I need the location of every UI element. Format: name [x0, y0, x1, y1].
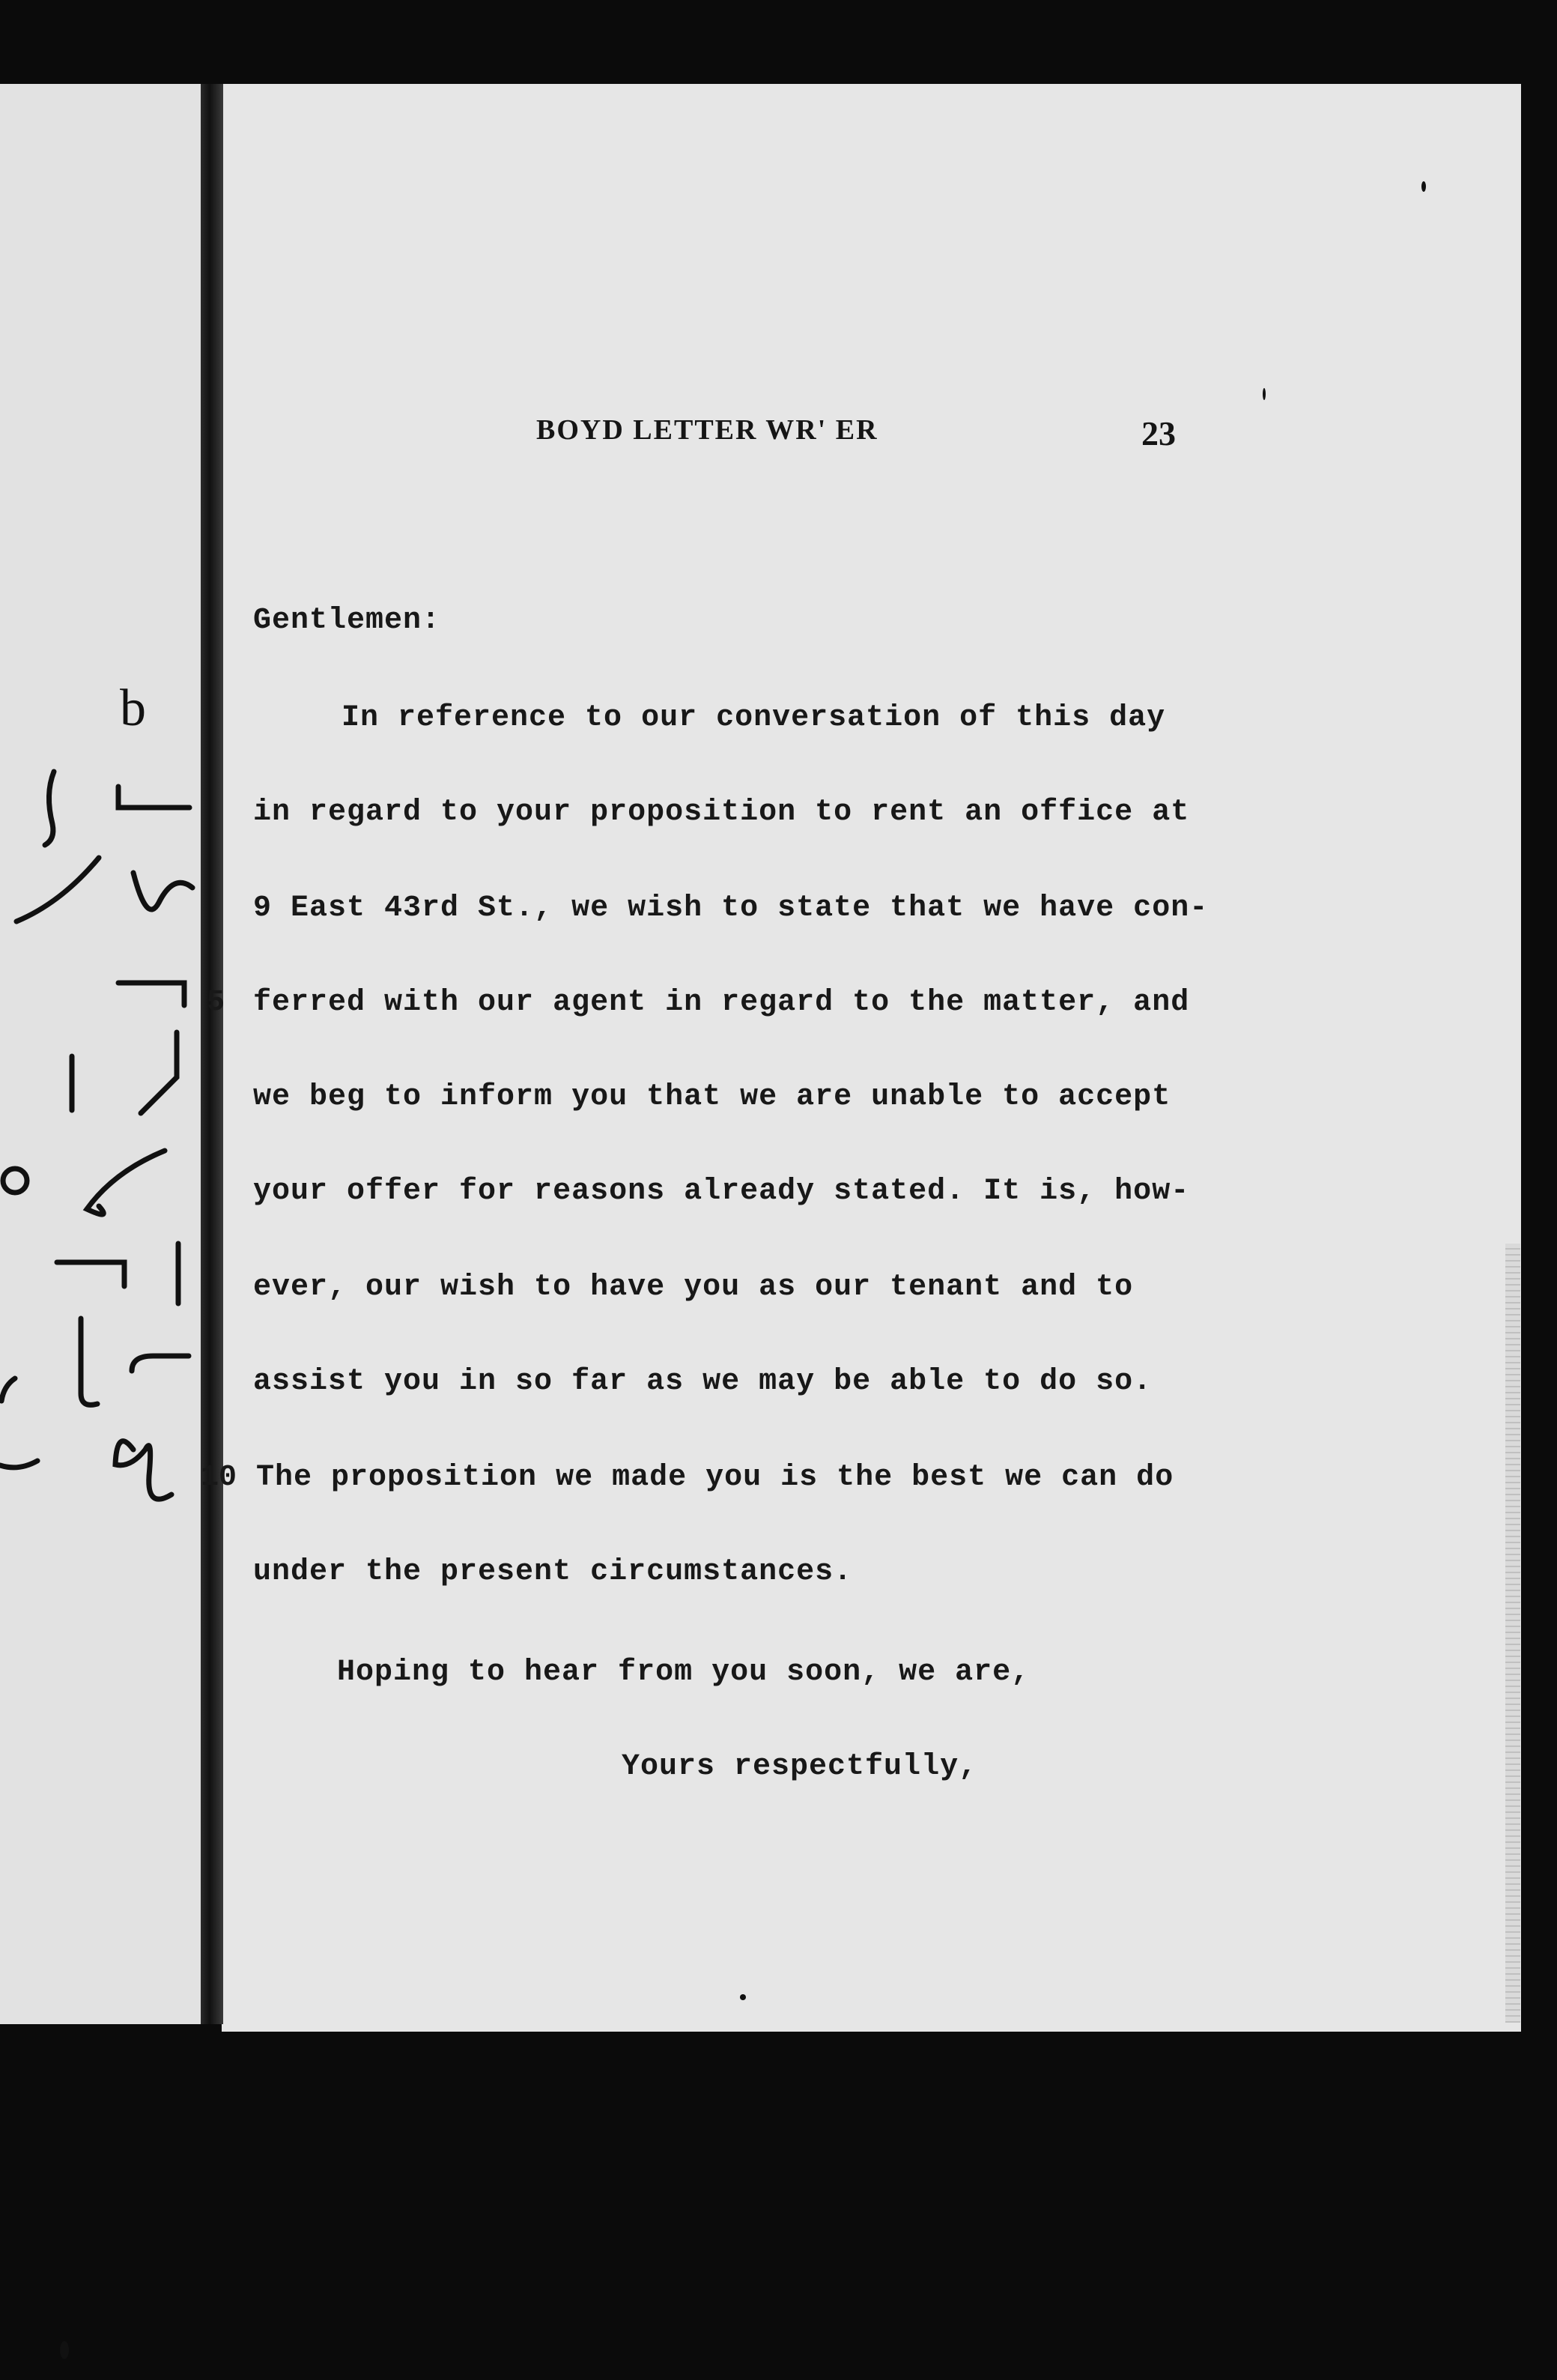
dust-speck [1263, 388, 1266, 400]
body-line: 9 East 43rd St., we wish to state that we have con- [253, 891, 1209, 925]
body-line: we beg to inform you that we are unable to accept [253, 1080, 1171, 1114]
body-line: assist you in so far as we may be able to do so. [253, 1365, 1153, 1399]
complimentary-close: Yours respectfully, [622, 1750, 978, 1784]
shorthand-outlines [0, 0, 222, 2380]
letter-page [222, 84, 1521, 2032]
dust-speck [60, 2341, 69, 2359]
page-edge-texture [1505, 1244, 1520, 2023]
salutation: Gentlemen: [253, 604, 441, 638]
running-title: BOYD LETTER WR' ER [536, 414, 878, 446]
svg-text:b: b [120, 679, 146, 737]
body-line: your offer for reasons already stated. It is, how- [253, 1175, 1190, 1208]
body-line: In reference to our conversation of this day [342, 701, 1166, 735]
body-line: in regard to your proposition to rent an office at [253, 796, 1190, 829]
closing-line: Hoping to hear from you soon, we are, [337, 1656, 1031, 1689]
body-line: The proposition we made you is the best we can do [256, 1461, 1174, 1495]
page-number: 23 [1141, 414, 1176, 452]
line-number-5: 5 [207, 986, 225, 1020]
dust-speck [1421, 181, 1426, 192]
body-line: under the present circumstances. [253, 1555, 853, 1589]
line-number-10: 10 [201, 1461, 237, 1495]
body-line: ferred with our agent in regard to the matter, and [253, 986, 1190, 1020]
dust-speck [740, 1994, 746, 2000]
body-line: ever, our wish to have you as our tenant and to [253, 1271, 1134, 1304]
